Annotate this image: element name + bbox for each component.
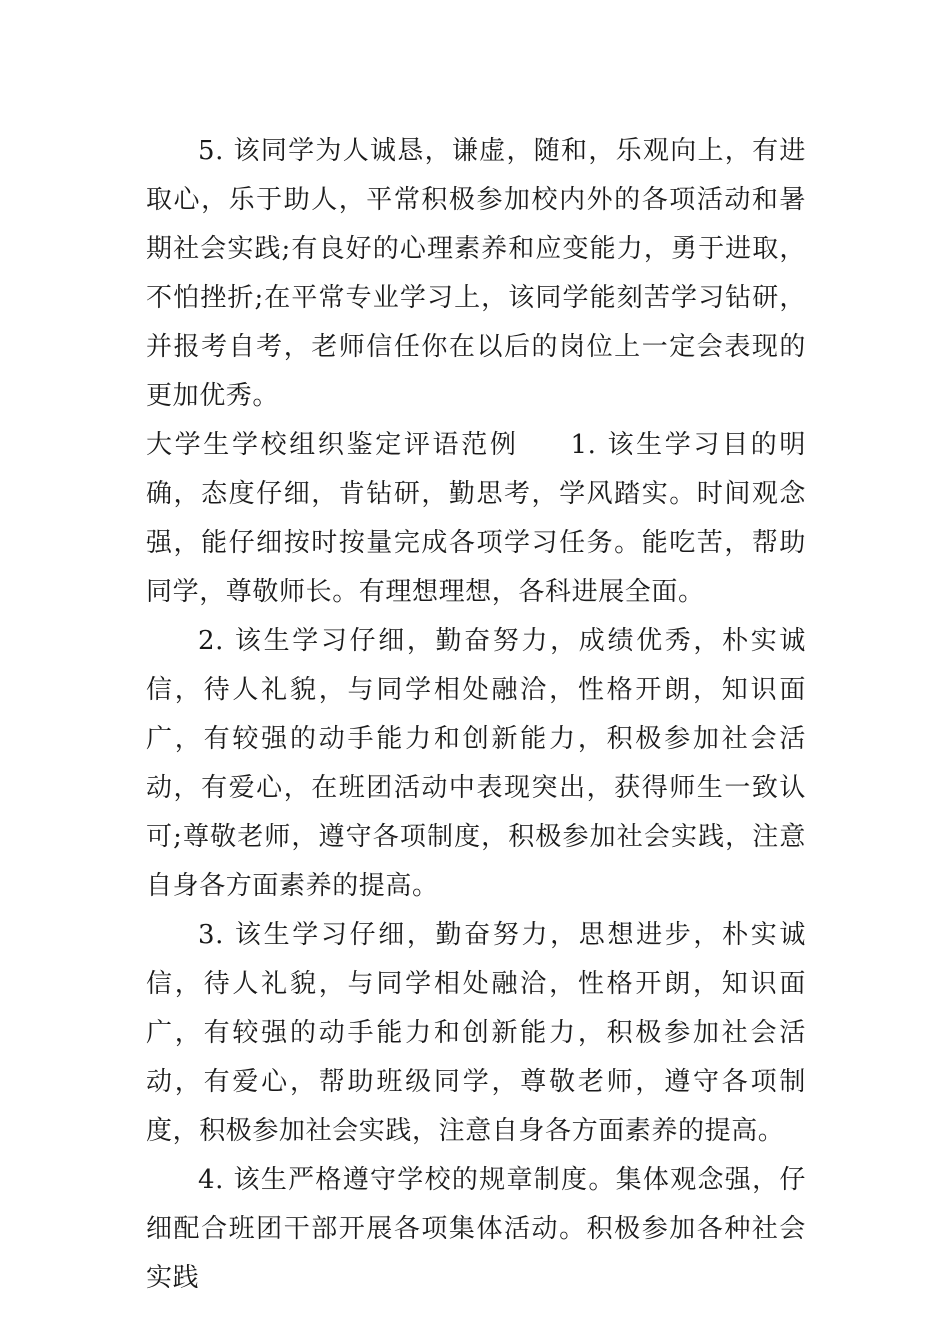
paragraph-4: 4. 该生严格遵守学校的规章制度。集体观念强，仔细配合班团干部开展各项集体活动。积极参加各种社会实践 (146, 1165, 806, 1293)
section-heading: 大学生学校组织鉴定评语范例 (146, 430, 519, 460)
document-body (146, 127, 806, 1303)
paragraph-heading-1 (146, 421, 806, 617)
paragraph-5: 5. 该同学为人诚恳，谦虚，随和，乐观向上，有进取心，乐于助人，平常积极参加校内外的各项活动和暑期社会实践;有良好的心理素养和应变能力，勇于进取，不怕挫折;在平常专业学习上，该同学能刻苦学习钻研，并报考自考，老师信任你在以后的岗位上一定会表现的更加优秀。 (146, 136, 806, 411)
paragraph-3: 3. 该生学习仔细，勤奋努力，思想进步，朴实诚信，待人礼貌，与同学相处融洽，性格开朗，知识面广，有较强的动手能力和创新能力，积极参加社会活动，有爱心，帮助班级同学，尊敬老师，遵守各项制度，积极参加社会实践，注意自身各方面素养的提高。 (146, 920, 806, 1146)
paragraph-2: 2. 该生学习仔细，勤奋努力，成绩优秀，朴实诚信，待人礼貌，与同学相处融洽，性格开朗，知识面广，有较强的动手能力和创新能力，积极参加社会活动，有爱心，在班团活动中表现突出，获得师生一致认可;尊敬老师，遵守各项制度，积极参加社会实践，注意自身各方面素养的提高。 (146, 626, 806, 901)
paragraph-1-text: 1. 该生学习目的明确，态度仔细，肯钻研，勤思考，学风踏实。时间观念强，能仔细按时按量完成各项学习任务。能吃苦，帮助同学，尊敬师长。有理想理想，各科进展全面。 (146, 430, 806, 607)
